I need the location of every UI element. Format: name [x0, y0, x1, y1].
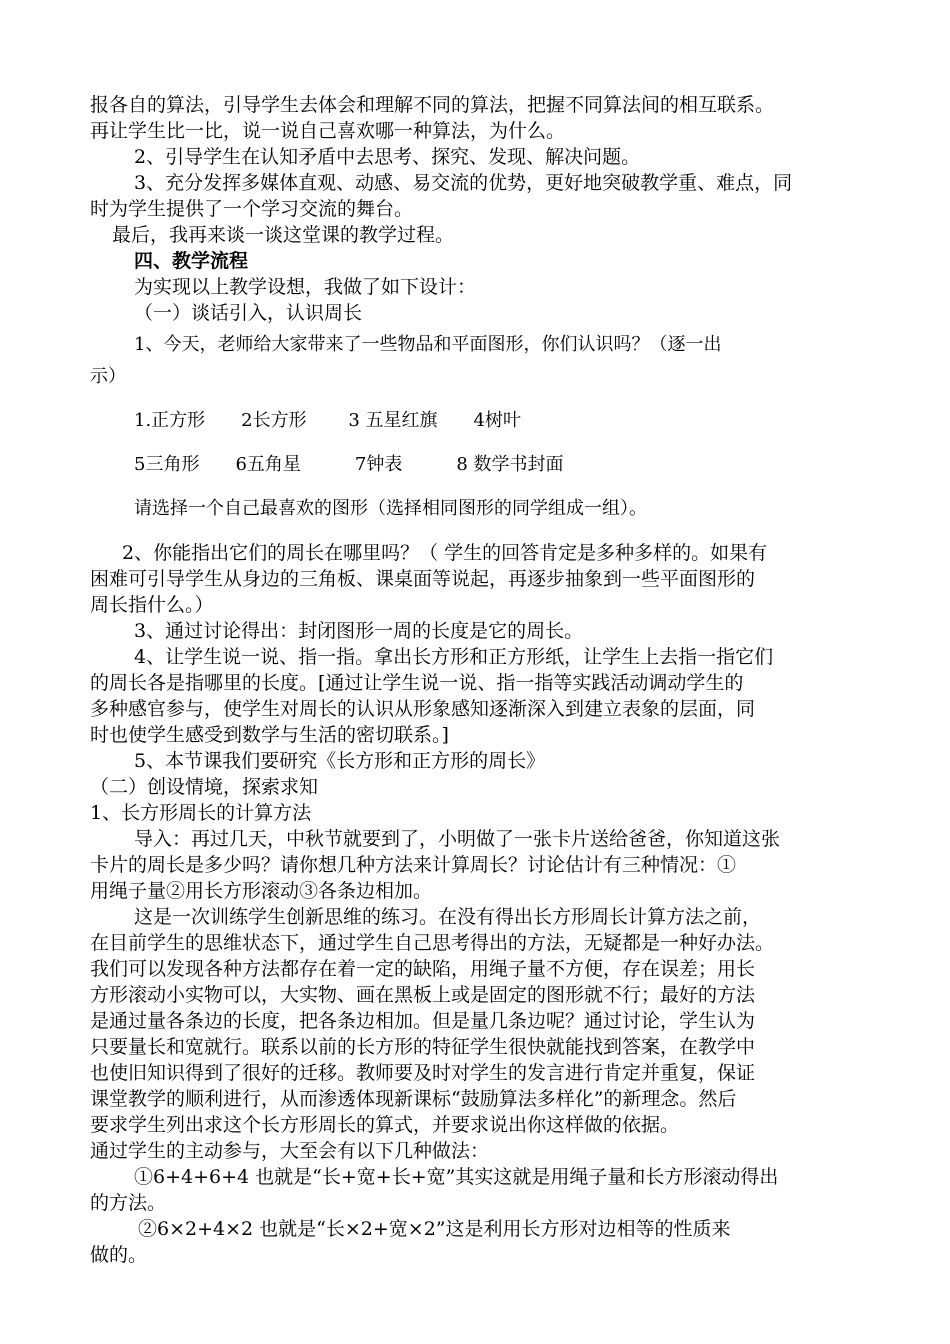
paragraph-line: 在目前学生的思维状态下，通过学生自己思考得出的方法，无疑都是一种好办法。: [90, 932, 775, 954]
paragraph-line: 1、今天，老师给大家带来了一些物品和平面图形，你们认识吗？（逐一出: [134, 334, 722, 355]
paragraph-line: 报各自的算法，引导学生去体会和理解不同的算法，把握不同算法间的相互联系。: [90, 94, 775, 116]
paragraph-line: 也使旧知识得到了很好的迁移。教师要及时对学生的发言进行肯定并重复，保证: [90, 1062, 756, 1084]
paragraph-line: 是通过量各条边的长度，把各条边相加。但是量几条边呢？通过讨论，学生认为: [90, 1010, 756, 1032]
paragraph-line: 做的。: [90, 1244, 148, 1266]
paragraph-line: 这是一次训练学生创新思维的练习。在没有得出长方形周长计算方法之前，: [134, 906, 762, 928]
subsection-heading: （二）创设情境，探索求知: [90, 776, 319, 798]
paragraph-line: 3、充分发挥多媒体直观、动感、易交流的优势，更好地突破教学重、难点，同: [134, 172, 793, 194]
paragraph-line: 通过学生的主动参与，大至会有以下几种做法：: [90, 1140, 490, 1162]
paragraph-line: 课堂教学的顺利进行，从而渗透体现新课标“鼓励算法多样化”的新理念。然后: [90, 1088, 737, 1110]
paragraph-line: 4、让学生说一说、指一指。拿出长方形和正方形纸，让学生上去指一指它们: [134, 646, 774, 668]
paragraph-line: ①6+4+6+4 也就是“长+宽+长+宽”其实这就是用绳子量和长方形滚动得出: [134, 1166, 779, 1188]
paragraph-line: 时也使学生感受到数学与生活的密切联系。]: [90, 724, 449, 746]
paragraph-line: 我们可以发现各种方法都存在着一定的缺陷，用绳子量不方便，存在误差；用长: [90, 958, 756, 980]
paragraph-line: 用绳子量②用长方形滚动③各条边相加。: [90, 880, 433, 902]
paragraph-line: 最后，我再来谈一谈这堂课的教学过程。: [112, 224, 455, 246]
paragraph-line: 5、本节课我们要研究《长方形和正方形的周长》: [134, 750, 546, 772]
paragraph-line: 只要量长和宽就行。联系以前的长方形的特征学生很快就能找到答案，在教学中: [90, 1036, 756, 1058]
paragraph-line: 困难可引导学生从身边的三角板、课桌面等说起，再逐步抽象到一些平面图形的: [90, 568, 756, 590]
paragraph-line: 的周长各是指哪里的长度。[通过让学生说一说、指一指等实践活动调动学生的: [90, 672, 744, 694]
paragraph-line: 请选择一个自己最喜欢的图形（选择相同图形的同学组成一组）。: [134, 498, 647, 519]
paragraph-line: 要求学生列出求这个长方形周长的算式，并要求说出你这样做的依据。: [90, 1114, 680, 1136]
paragraph-line: 导入：再过几天，中秋节就要到了，小明做了一张卡片送给爸爸，你知道这张: [134, 828, 781, 850]
paragraph-line: ②6×2+4×2 也就是“长×2+宽×2”这是利用长方形对边相等的性质来: [138, 1218, 731, 1240]
paragraph-line: 再让学生比一比，说一说自己喜欢哪一种算法，为什么。: [90, 120, 566, 142]
paragraph-line: 2、引导学生在认知矛盾中去思考、探究、发现、解决问题。: [134, 146, 641, 168]
subsection-heading: 1、长方形周长的计算方法: [90, 802, 312, 824]
paragraph-line: 2、你能指出它们的周长在哪里吗？（ 学生的回答肯定是多种多样的。如果有: [122, 542, 768, 564]
paragraph-line: 周长指什么。）: [90, 594, 214, 616]
shape-list: 5三角形 6五角星 7钟表 8 数学书封面: [134, 454, 564, 475]
subsection-heading: （一）谈话引入，认识周长: [134, 302, 363, 324]
paragraph-line: 为实现以上教学设想，我做了如下设计：: [134, 276, 477, 298]
paragraph-line: 的方法。: [90, 1192, 167, 1214]
shape-list: 1.正方形 2长方形 3 五星红旗 4树叶: [134, 410, 521, 431]
paragraph-line: 多种感官参与，使学生对周长的认识从形象感知逐渐深入到建立表象的层面，同: [90, 698, 756, 720]
paragraph-line: 示）: [90, 366, 126, 387]
paragraph-line: 方形滚动小实物可以，大实物、画在黑板上或是固定的图形就不行；最好的方法: [90, 984, 756, 1006]
paragraph-line: 卡片的周长是多少吗？请你想几种方法来计算周长？讨论估计有三种情况：①: [90, 854, 737, 876]
paragraph-line: 时为学生提供了一个学习交流的舞台。: [90, 198, 414, 220]
section-heading: 四、教学流程: [134, 250, 249, 272]
paragraph-line: 3、通过讨论得出：封闭图形一周的长度是它的周长。: [134, 620, 584, 642]
